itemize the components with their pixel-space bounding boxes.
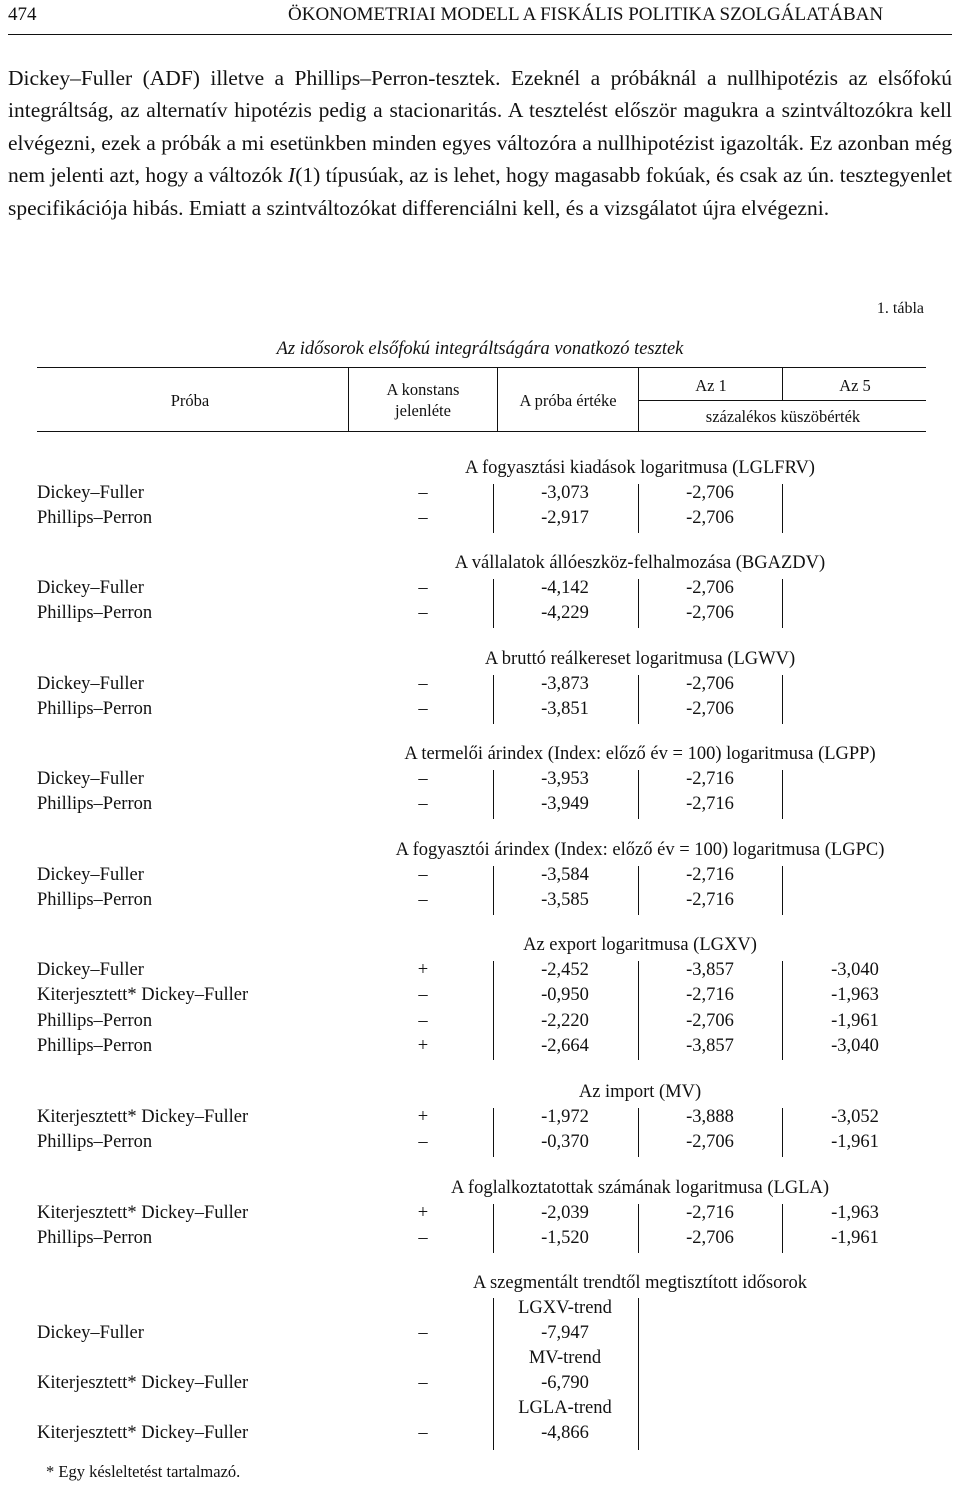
test-value-cell: -2,917 — [541, 508, 589, 529]
test-value-cell: -2,664 — [541, 1035, 589, 1056]
column-divider — [493, 1204, 494, 1252]
page-number: 474 — [8, 4, 37, 25]
section-title: A fogyasztási kiadások logaritmusa (LGLFRV) — [465, 458, 815, 478]
constant-cell: – — [418, 508, 428, 529]
column-divider — [638, 1108, 639, 1156]
threshold-5pct-cell: -3,040 — [831, 960, 879, 981]
column-divider — [782, 1204, 783, 1252]
constant-cell: – — [418, 769, 428, 790]
threshold-1pct-cell: -2,706 — [686, 1132, 734, 1153]
trend-subtitle: MV-trend — [528, 1348, 602, 1368]
threshold-5pct-cell: -1,963 — [831, 1203, 879, 1224]
threshold-1pct-cell: -2,716 — [686, 769, 734, 790]
threshold-1pct-cell: -2,716 — [686, 865, 734, 886]
column-divider — [782, 961, 783, 1060]
threshold-1pct-cell: -2,716 — [686, 985, 734, 1006]
constant-cell: + — [417, 1107, 429, 1128]
test-value-cell: -0,370 — [541, 1132, 589, 1153]
test-value-cell: -0,950 — [541, 985, 589, 1006]
section-title: A szegmentált trendtől megtisztított idősorok — [473, 1273, 807, 1293]
header-value: A próba értéke — [519, 391, 617, 410]
header-divider — [497, 367, 498, 431]
test-value-cell: -3,584 — [541, 865, 589, 886]
header-constant-line2: jelenléte — [395, 401, 451, 420]
column-divider — [638, 961, 639, 1060]
constant-cell: – — [418, 603, 428, 624]
column-divider — [493, 484, 494, 532]
constant-cell: – — [418, 674, 428, 695]
column-divider — [638, 866, 639, 914]
test-name-cell: Dickey–Fuller — [37, 865, 144, 886]
test-name-cell: Kiterjesztett* Dickey–Fuller — [37, 985, 249, 1006]
test-name-cell: Dickey–Fuller — [37, 674, 144, 695]
column-divider — [782, 1108, 783, 1156]
trend-subtitle: LGXV-trend — [518, 1298, 612, 1318]
test-name-cell: Dickey–Fuller — [37, 960, 144, 981]
header-rule — [8, 34, 952, 35]
test-value-cell: -3,949 — [541, 794, 589, 815]
constant-cell: – — [418, 578, 428, 599]
table-label: 1. tábla — [876, 300, 924, 317]
column-divider — [493, 961, 494, 1060]
test-value-cell: -2,452 — [541, 960, 589, 981]
paragraph-text-1: Dickey–Fuller (ADF) illetve a Phillips–Perron-tesztek. Ezeknél a próbáknál a nullhipotézis az elsőfokú integráltság, az alternatív hipotézis pedig a stacionaritás. A tesztelést először magukra a szintváltozókra kell elvégezni, ezek a próbák a mi esetünkben minden egyes változóra a nullhipotézist igazolták. Ez azonban még nem jelenti azt, hogy a változók — [8, 66, 952, 188]
test-name-cell: Phillips–Perron — [37, 603, 153, 624]
body-paragraph — [8, 62, 952, 224]
column-divider — [493, 1298, 494, 1450]
header-test: Próba — [170, 391, 210, 410]
column-divider — [493, 770, 494, 818]
test-value-cell: -4,142 — [541, 578, 589, 599]
column-divider — [638, 675, 639, 723]
constant-cell: – — [418, 985, 428, 1006]
header-divider — [782, 367, 783, 400]
section-title: A bruttó reálkereset logaritmusa (LGWV) — [484, 649, 796, 669]
test-value-cell: -1,972 — [541, 1107, 589, 1128]
header-constant — [350, 379, 496, 421]
constant-cell: – — [418, 1010, 428, 1031]
test-value-cell: -3,953 — [541, 769, 589, 790]
constant-cell: – — [418, 699, 428, 720]
test-name-cell: Phillips–Perron — [37, 794, 153, 815]
table-title: Az idősorok elsőfokú integráltságára vonatkozó tesztek — [276, 339, 684, 359]
test-name-cell: Kiterjesztett* Dickey–Fuller — [37, 1203, 249, 1224]
header-threshold: százalékos küszöbérték — [705, 407, 861, 426]
threshold-5pct-cell: -3,052 — [831, 1107, 879, 1128]
test-value-cell: -3,873 — [541, 674, 589, 695]
constant-cell: – — [418, 1423, 428, 1443]
test-value-cell: -3,585 — [541, 890, 589, 911]
column-divider — [782, 770, 783, 818]
threshold-1pct-cell: -2,706 — [686, 1228, 734, 1249]
constant-cell: – — [418, 483, 428, 504]
section-title: Az export logaritmusa (LGXV) — [523, 935, 757, 955]
threshold-1pct-cell: -2,706 — [686, 674, 734, 695]
section-title: A vállalatok állóeszköz-felhalmozása (BGAZDV) — [454, 553, 826, 573]
test-value-cell: -4,866 — [541, 1423, 589, 1443]
constant-cell: – — [418, 1132, 428, 1153]
table-footnote: * Egy késleltetést tartalmazó. — [46, 1462, 241, 1481]
threshold-1pct-cell: -2,706 — [686, 578, 734, 599]
test-name-cell: Kiterjesztett* Dickey–Fuller — [37, 1423, 249, 1443]
column-divider — [638, 770, 639, 818]
test-name-cell: Phillips–Perron — [37, 1228, 153, 1249]
test-name-cell: Phillips–Perron — [37, 890, 153, 911]
constant-cell: – — [418, 1373, 428, 1393]
column-divider — [493, 866, 494, 914]
test-name-cell: Dickey–Fuller — [37, 578, 144, 599]
constant-cell: – — [418, 1228, 428, 1249]
column-divider — [493, 1108, 494, 1156]
constant-cell: – — [418, 1323, 428, 1343]
constant-cell: + — [417, 1035, 429, 1056]
threshold-1pct-cell: -2,706 — [686, 508, 734, 529]
threshold-1pct-cell: -2,706 — [686, 699, 734, 720]
column-divider — [638, 1204, 639, 1252]
test-value-cell: -6,790 — [541, 1373, 589, 1393]
test-name-cell: Dickey–Fuller — [37, 769, 144, 790]
threshold-1pct-cell: -3,857 — [686, 1035, 734, 1056]
test-name-cell: Dickey–Fuller — [37, 483, 144, 504]
test-name-cell: Phillips–Perron — [37, 1010, 153, 1031]
threshold-5pct-cell: -1,961 — [831, 1132, 879, 1153]
test-value-cell: -3,073 — [541, 483, 589, 504]
table-header-bottom-rule — [37, 431, 926, 432]
section-title: Az import (MV) — [578, 1082, 702, 1102]
section-title: A fogyasztói árindex (Index: előző év = 100) logaritmusa (LGPC) — [395, 840, 885, 860]
test-name-cell: Kiterjesztett* Dickey–Fuller — [37, 1107, 249, 1128]
threshold-1pct-cell: -2,716 — [686, 890, 734, 911]
threshold-5pct-cell: -1,963 — [831, 985, 879, 1006]
test-name-cell: Phillips–Perron — [37, 699, 153, 720]
test-value-cell: -2,220 — [541, 1010, 589, 1031]
threshold-1pct-cell: -3,888 — [686, 1107, 734, 1128]
constant-cell: – — [418, 890, 428, 911]
column-divider — [638, 484, 639, 532]
test-value-cell: -4,229 — [541, 603, 589, 624]
test-value-cell: -2,039 — [541, 1203, 589, 1224]
column-divider — [493, 675, 494, 723]
table-top-rule — [37, 367, 926, 368]
header-divider — [348, 367, 349, 431]
paragraph-variable: I — [288, 163, 296, 188]
threshold-1pct-cell: -2,716 — [686, 794, 734, 815]
constant-cell: + — [417, 1203, 429, 1224]
running-head: ÖKONOMETRIAI MODELL A FISKÁLIS POLITIKA SZOLGÁLATÁBAN — [288, 4, 884, 25]
test-name-cell: Phillips–Perron — [37, 1035, 153, 1056]
column-divider — [638, 1298, 639, 1450]
threshold-5pct-cell: -1,961 — [831, 1010, 879, 1031]
threshold-1pct-cell: -2,706 — [686, 603, 734, 624]
header-1pct: Az 1 — [695, 376, 727, 395]
threshold-1pct-cell: -2,706 — [686, 1010, 734, 1031]
trend-subtitle: LGLA-trend — [518, 1398, 612, 1418]
column-divider — [493, 579, 494, 627]
section-title: A foglalkoztatottak számának logaritmusa (LGLA) — [450, 1178, 830, 1198]
column-divider — [782, 675, 783, 723]
column-divider — [782, 579, 783, 627]
column-divider — [782, 484, 783, 532]
paragraph-text-2: (1) típusúak, az is lehet, hogy magasabb fokúak, és csak az ún. tesztegyenlet specifikációja hibás. Emiatt a szintváltozókat differenciálni kell, és a vizsgálatot újra elvégezni. — [8, 163, 952, 220]
threshold-5pct-cell: -3,040 — [831, 1035, 879, 1056]
header-5pct: Az 5 — [839, 376, 871, 395]
threshold-header-rule — [638, 400, 926, 401]
test-name-cell: Dickey–Fuller — [37, 1323, 144, 1343]
threshold-1pct-cell: -2,716 — [686, 1203, 734, 1224]
threshold-1pct-cell: -3,857 — [686, 960, 734, 981]
test-name-cell: Phillips–Perron — [37, 1132, 153, 1153]
test-name-cell: Phillips–Perron — [37, 508, 153, 529]
column-divider — [638, 579, 639, 627]
test-value-cell: -7,947 — [541, 1323, 589, 1343]
header-divider — [638, 367, 639, 431]
test-value-cell: -1,520 — [541, 1228, 589, 1249]
constant-cell: – — [418, 794, 428, 815]
header-constant-line1: A konstans — [386, 380, 460, 399]
constant-cell: – — [418, 865, 428, 886]
section-title: A termelői árindex (Index: előző év = 100) logaritmusa (LGPP) — [404, 744, 876, 764]
test-value-cell: -3,851 — [541, 699, 589, 720]
test-name-cell: Kiterjesztett* Dickey–Fuller — [37, 1373, 249, 1393]
constant-cell: + — [417, 960, 429, 981]
column-divider — [782, 866, 783, 914]
threshold-5pct-cell: -1,961 — [831, 1228, 879, 1249]
threshold-1pct-cell: -2,706 — [686, 483, 734, 504]
